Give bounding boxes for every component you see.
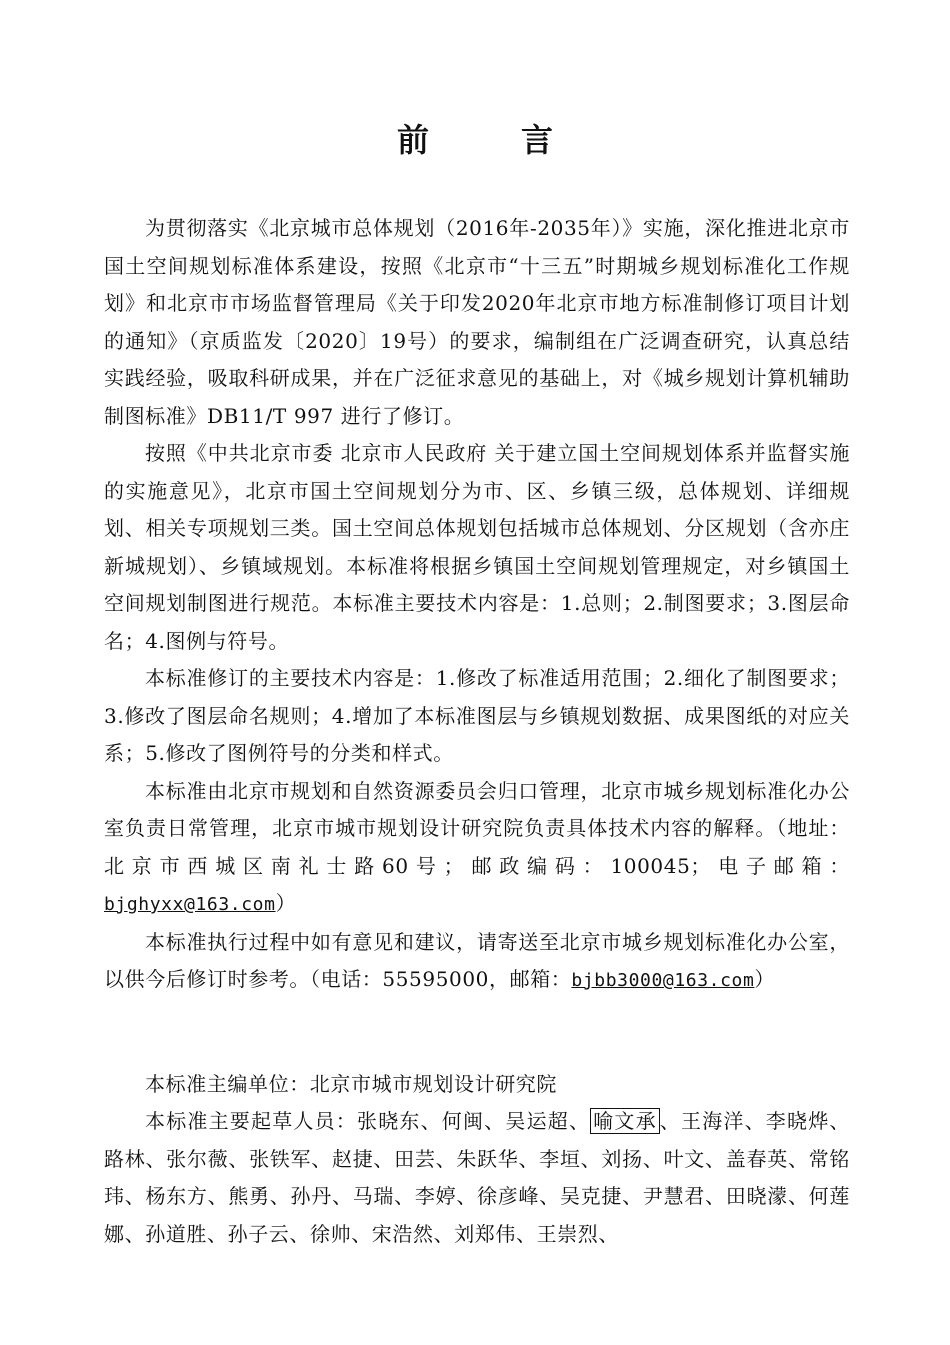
paragraph-scope: 按照《中共北京市委 北京市人民政府 关于建立国土空间规划体系并监督实施的实施意见》，北京市国土空间规划分为市、区、乡镇三级，总体规划、详细规划、相关专项规划三类。国土空间总体规划包括城市总体规划、分区规划（含亦庄新城规划）、乡镇域规划。本标准将根据乡镇国土空间规划管理规定，对乡镇国土空间规划制图进行规范。本标准主要技术内容是：1.总则；2.制图要求；3.图层命名；4.图例与符号。 (104, 441, 850, 653)
feedback-suffix: ） (754, 967, 776, 991)
email-link-contact[interactable]: bjghyxx@163.com (104, 894, 276, 915)
body-text (104, 210, 850, 1253)
contact-text: 本标准由北京市规划和自然资源委员会归口管理，北京市城乡规划标准化办公室负责日常管理，北京市城市规划设计研究院负责具体技术内容的解释。（地址：北京市西城区南礼士路60号；邮政编码：100045；电子邮箱： (104, 778, 850, 878)
contact-suffix: ） (275, 891, 297, 915)
paragraph-purpose: 为贯彻落实《北京城市总体规划（2016年-2035年）》实施，深化推进北京市国土空间规划标准体系建设，按照《北京市“十三五”时期城乡规划标准化工作规划》和北京市市场监督管理局《关于印发2020年北京市地方标准制修订项目计划的通知》（京质监发〔2020〕19号）的要求，编制组在广泛调查研究，认真总结实践经验，吸取科研成果，并在广泛征求意见的基础上，对《城乡规划计算机辅助制图标准》DB11/T 997 进行了修订。 (104, 216, 850, 428)
chief-editor-unit: 本标准主编单位：北京市城市规划设计研究院 (145, 1071, 557, 1096)
drafters-rest: 、王海洋、李晓烨、路林、张尔薇、张铁军、赵捷、田芸、朱跃华、李垣、刘扬、叶文、盖春英、常铭玮、杨东方、熊勇、孙丹、马瑞、李婷、徐彦峰、吴克捷、尹慧君、田晓濛、何莲娜、孙道胜、孙子云、徐帅、宋浩然、刘郑伟、王崇烈、 (104, 1109, 850, 1246)
drafters-list (104, 1103, 850, 1253)
section-gap (104, 1000, 850, 1066)
drafters-prefix: 本标准主要起草人员：张晓东、何闽、吴运超、 (145, 1109, 591, 1133)
paragraph-feedback (104, 924, 850, 1000)
page-title: 前 言 (396, 121, 583, 159)
email-link-feedback[interactable]: bjbb3000@163.com (571, 970, 755, 991)
highlighted-name: 喻文承 (590, 1108, 660, 1134)
paragraph-revisions: 本标准修订的主要技术内容是：1.修改了标准适用范围；2.细化了制图要求；3.修改了图层命名规则；4.增加了本标准图层与乡镇规划数据、成果图纸的对应关系；5.修改了图例符号的分类和样式。 (104, 666, 850, 765)
feedback-text: 本标准执行过程中如有意见和建议，请寄送至北京市城乡规划标准化办公室，以供今后修订时参考。（电话：55595000，邮箱： (104, 929, 850, 991)
paragraph-contact (104, 773, 850, 924)
